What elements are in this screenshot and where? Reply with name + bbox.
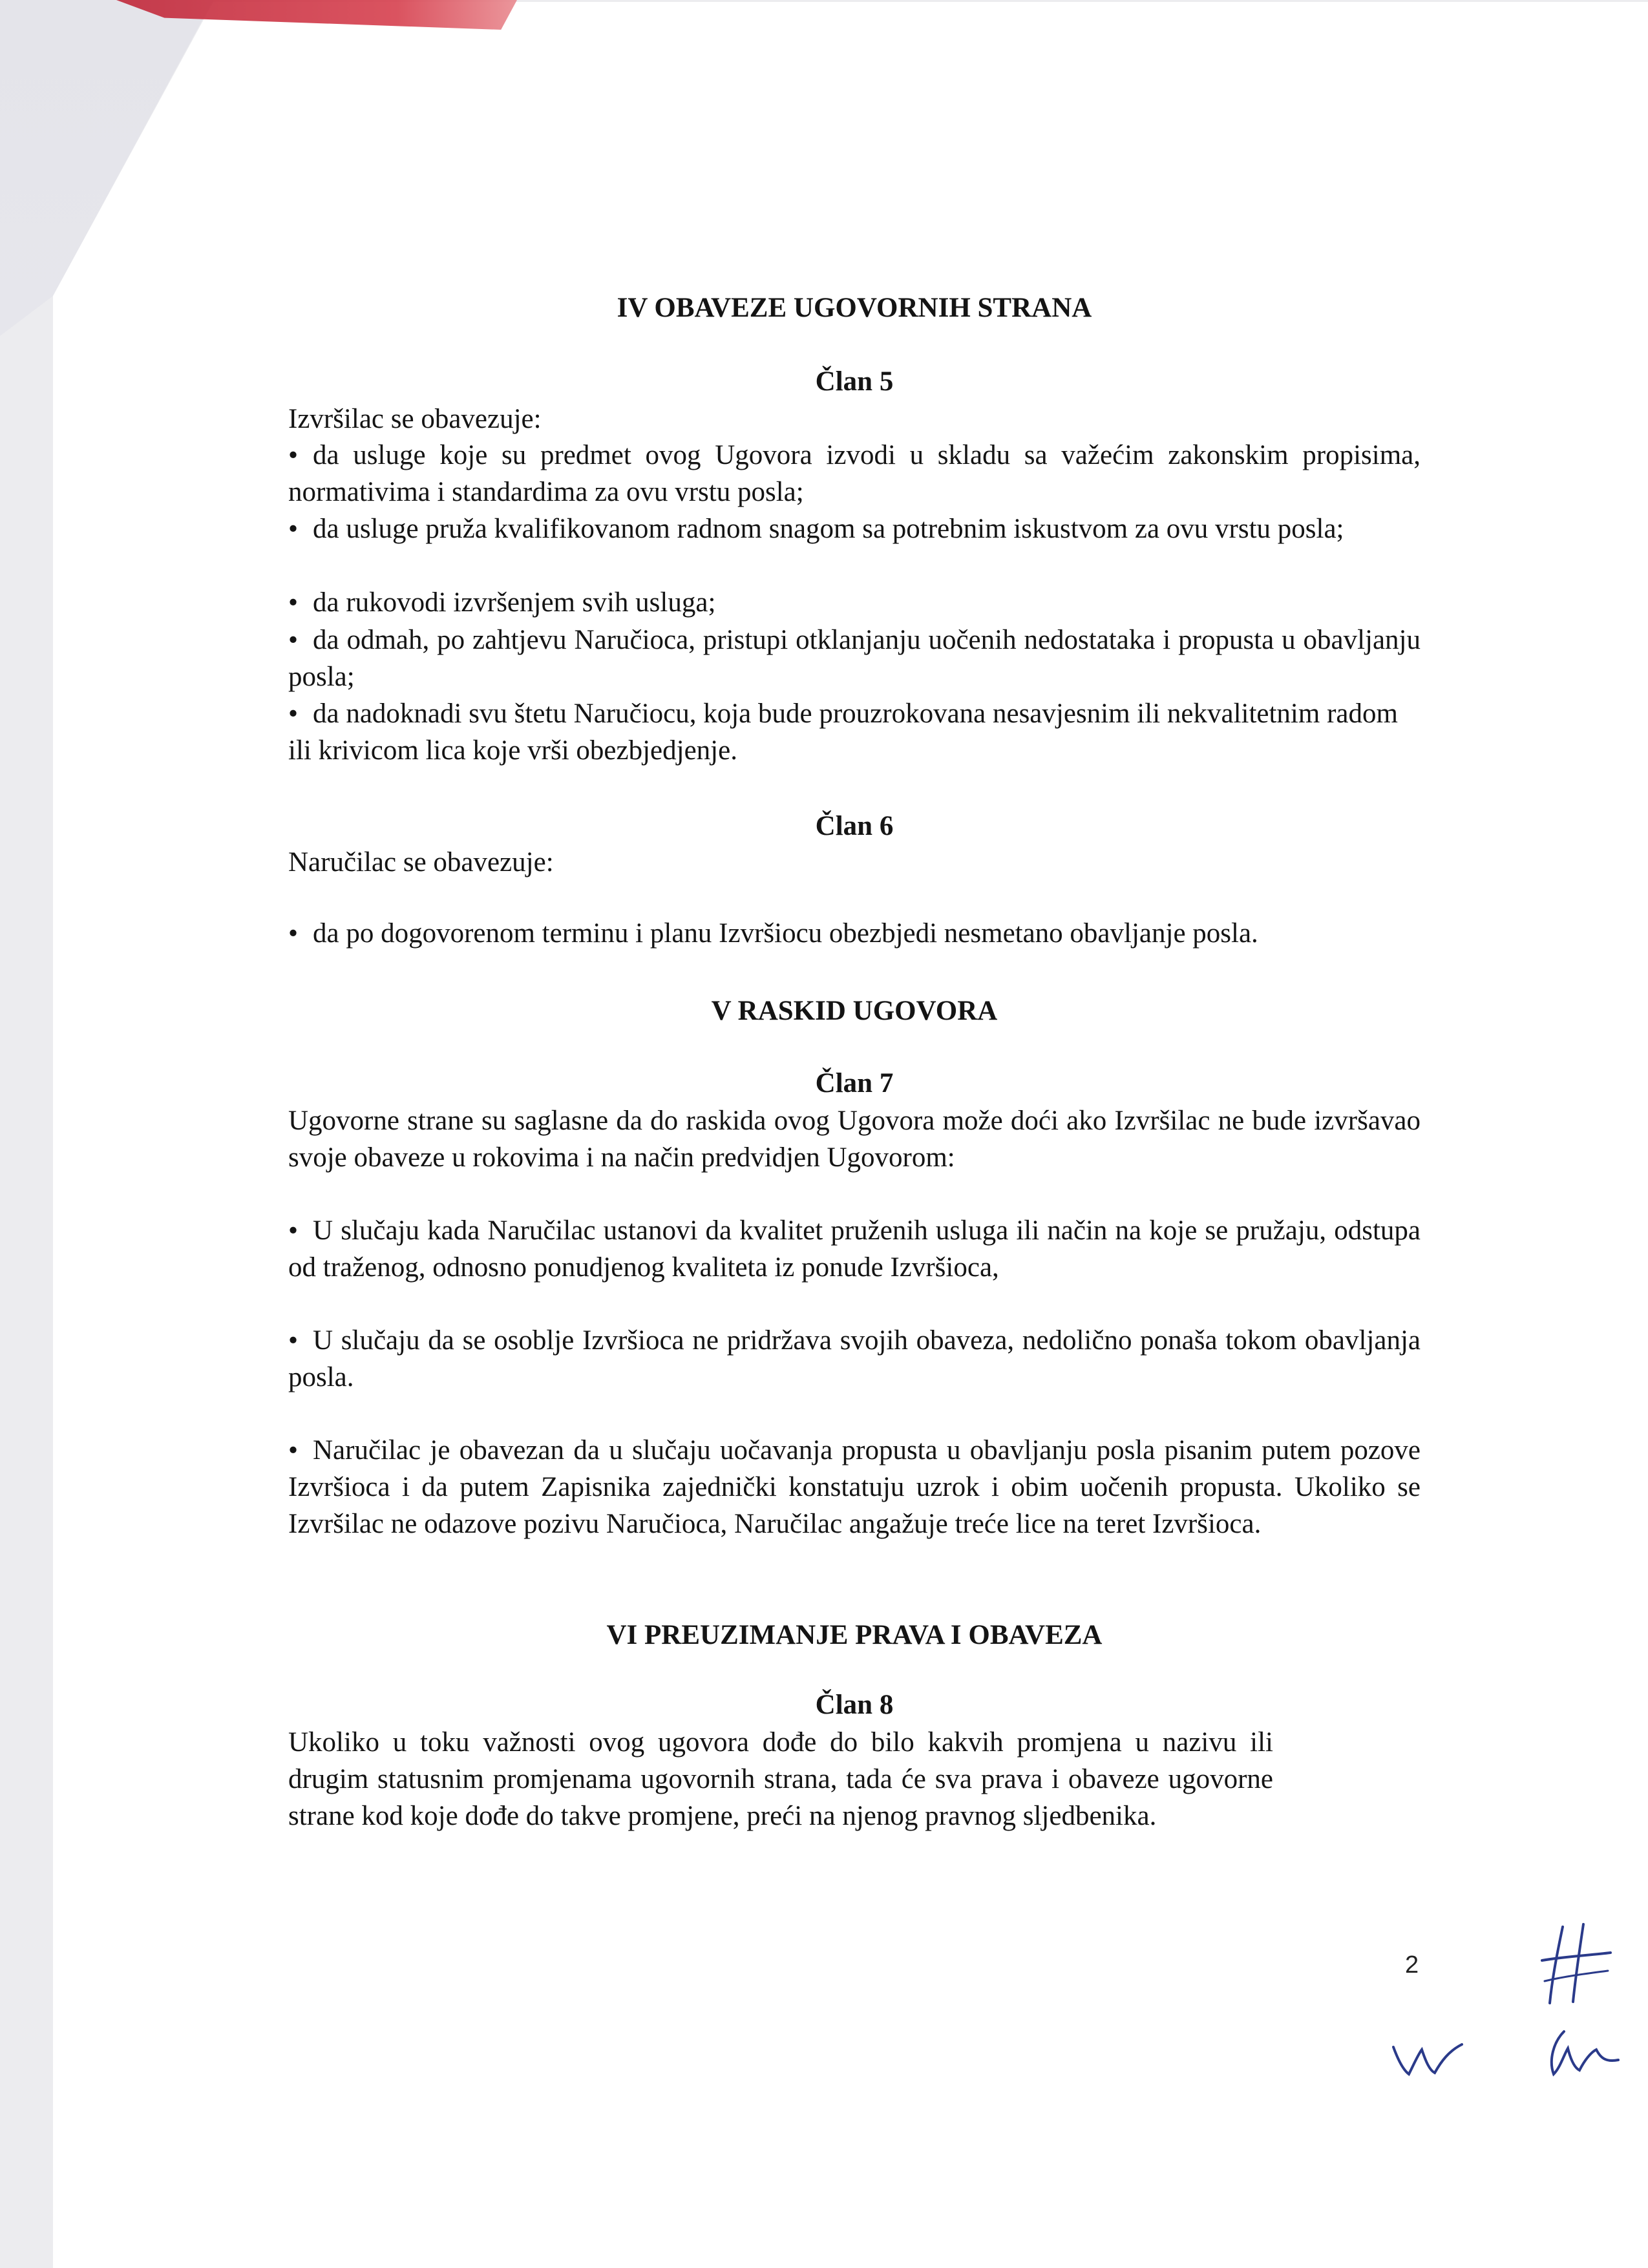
bullet-icon: • bbox=[288, 440, 299, 470]
section-v-title: V RASKID UGOVORA bbox=[711, 996, 998, 1026]
clan7-item-3: • Naručilac je obavezan da u slučaju uočavanja propusta u obavljanju posla pisanim putem pozove Izvršioca i da putem Zapisnika zajednički konstatuju uzrok i obim uočenih propusta. Ukoliko se Izvršilac ne odazove pozivu Naručioca, Naručilac angažuje treće lice na teret Izvršioca. bbox=[288, 1432, 1421, 1542]
clan7-item-2: • U slučaju da se osoblje Izvršioca ne pridržava svojih obaveza, nedolično ponaša tokom obavljanja posla. bbox=[288, 1322, 1421, 1396]
initials-signature-3 bbox=[1538, 2022, 1622, 2087]
clan6-item-1: • da po dogovorenom terminu i planu Izvršiocu obezbjedi nesmetano obavljanje posla. bbox=[288, 915, 1421, 952]
clan5-item-1: • da usluge koje su predmet ovog Ugovora izvodi u skladu sa važećim zakonskim propisima, normativima i standardima za ovu vrstu posla; bbox=[288, 437, 1421, 510]
bullet-icon: • bbox=[288, 1215, 299, 1246]
section-iv-title: IV OBAVEZE UGOVORNIH STRANA bbox=[617, 293, 1092, 323]
initials-signature-1 bbox=[1538, 1919, 1616, 2010]
bullet-icon: • bbox=[288, 1325, 299, 1356]
clan7-item-1: • U slučaju kada Naručilac ustanovi da kvalitet pruženih usluga ili način na koje se pružaju, odstupa od traženog, odnosno ponudjenog kvaliteta iz ponude Izvršioca, bbox=[288, 1212, 1421, 1286]
bullet-icon: • bbox=[288, 625, 299, 655]
bullet-icon: • bbox=[288, 918, 299, 949]
clan5-item-4: • da odmah, po zahtjevu Naručioca, pristupi otklanjanju uočenih nedostataka i propusta u obavljanju posla; bbox=[288, 622, 1421, 695]
clan5-intro: Izvršilac se obavezuje: bbox=[288, 404, 542, 434]
clan5-item-3: • da rukovodi izvršenjem svih usluga; bbox=[288, 584, 1421, 621]
bullet-icon: • bbox=[288, 1435, 299, 1465]
clan6-intro: Naručilac se obavezuje: bbox=[288, 847, 554, 877]
clan5-title: Član 5 bbox=[815, 366, 894, 397]
bullet-icon: • bbox=[288, 514, 299, 544]
clan8-text: Ukoliko u toku važnosti ovog ugovora dođe do bilo kakvih promjena u nazivu ili drugim statusnim promjenama ugovornih strana, tada će sva prava i obaveze ugovorne strane kod koje dođe do takve promjene, preći na njenog pravnog sljedbenika. bbox=[288, 1727, 1273, 1831]
page-number: 2 bbox=[1405, 1951, 1419, 1979]
section-vi-title: VI PREUZIMANJE PRAVA I OBAVEZA bbox=[606, 1620, 1103, 1650]
clan5-item-5: • da nadoknadi svu štetu Naručiocu, koja bude prouzrokovana nesavjesnim ili nekvalitetnim radom ili krivicom lica koje vrši obezbjedjenje. bbox=[288, 695, 1421, 769]
clan7-intro: Ugovorne strane su saglasne da do raskida ovog Ugovora može doći ako Izvršilac ne bude izvršavao svoje obaveze u rokovima i na način predvidjen Ugovorom: bbox=[288, 1106, 1421, 1173]
bullet-icon: • bbox=[288, 587, 299, 618]
clan8-title: Član 8 bbox=[815, 1690, 894, 1720]
clan7-title: Član 7 bbox=[815, 1068, 894, 1098]
clan5-item-2: • da usluge pruža kvalifikovanom radnom snagom sa potrebnim iskustvom za ovu vrstu posla; bbox=[288, 510, 1421, 547]
bullet-icon: • bbox=[288, 698, 299, 729]
clan6-title: Član 6 bbox=[815, 811, 894, 841]
initials-signature-2 bbox=[1389, 2035, 1467, 2087]
